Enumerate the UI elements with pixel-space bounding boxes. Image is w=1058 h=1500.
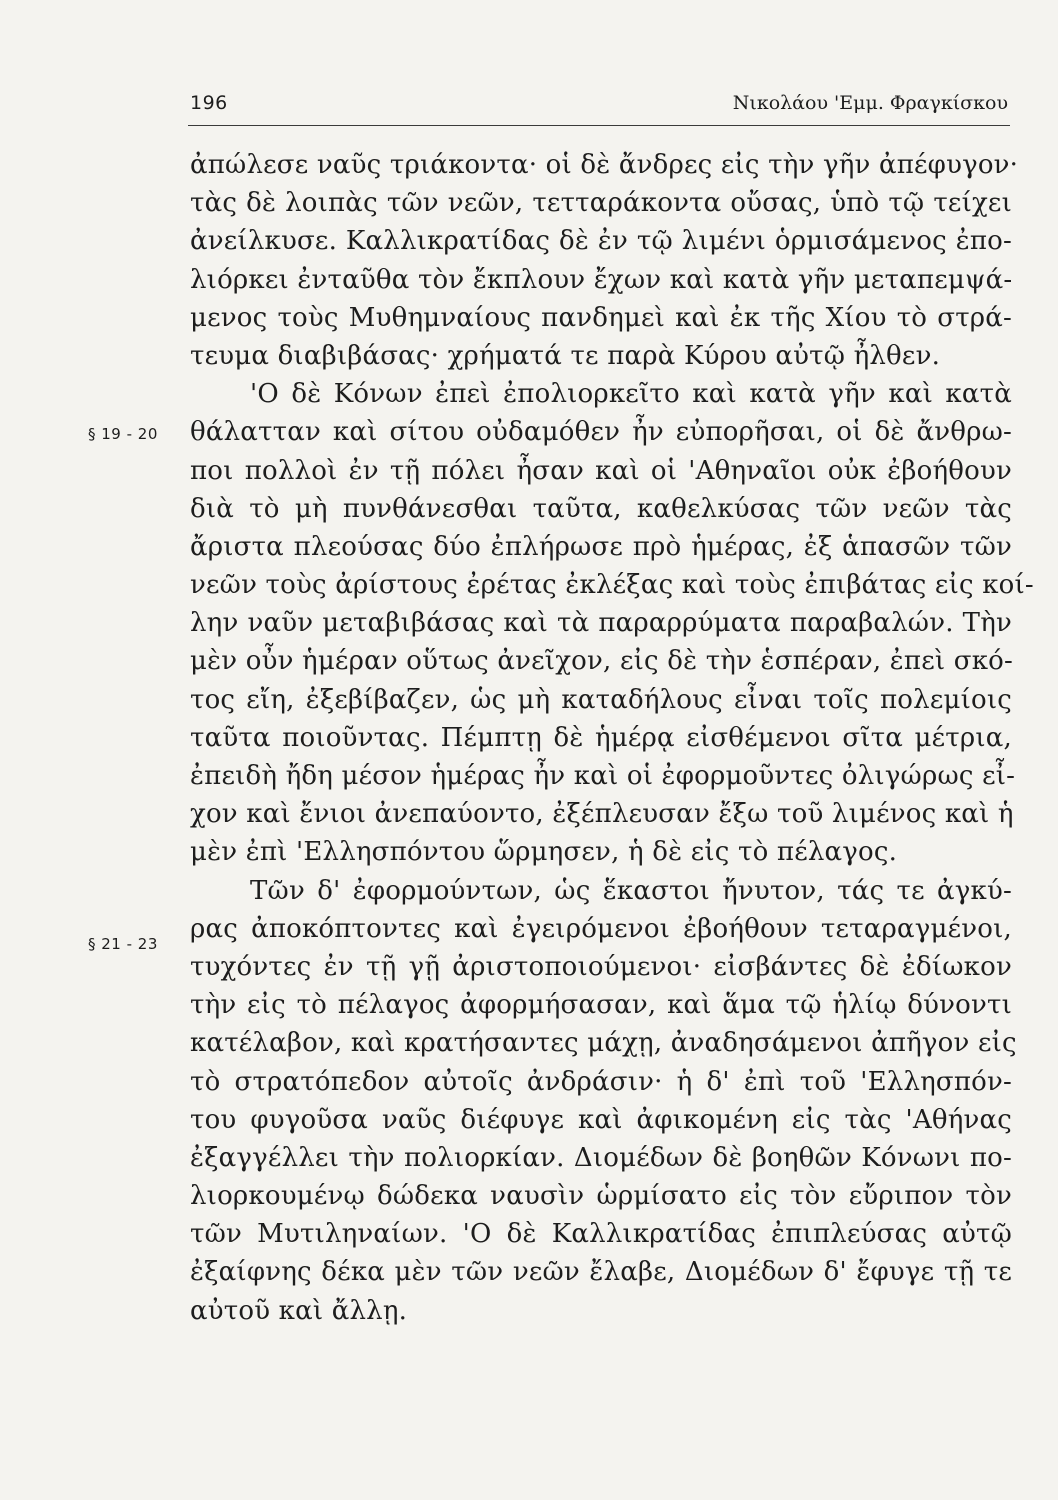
text-line: λιορκουμένῳ δώδεκα ναυσὶν ὡρμίσατο εἰς τὸν εὔριπον τὸν [190, 1181, 1012, 1212]
text-line: λιόρκει ἐνταῦθα τὸν ἔκπλουν ἔχων καὶ κατὰ γῆν μεταπεμψά- [190, 264, 1013, 295]
text-line: ἐπειδὴ ἤδη μέσον ἡμέρας ἦν καὶ οἱ ἐφορμοῦντες ὀλιγώρως εἶ- [190, 761, 1016, 791]
text-line: ἐξαίφνης δέκα μὲν τῶν νεῶν ἔλαβε, Διομέδων δ' ἔφυγε τῇ τε [190, 1257, 1012, 1288]
text-line: Τῶν δ' ἐφορμούντων, ὡς ἕκαστοι ἤνυτον, τάς τε ἀγκύ- [250, 875, 1012, 906]
text-line: λην ναῦν μεταβιβάσας καὶ τὰ παραρρύματα παραβαλών. Τὴν [190, 608, 1012, 639]
page-number: 196 [190, 92, 228, 114]
text-line: ρας ἀποκόπτοντες καὶ ἐγειρόμενοι ἐβοήθουν τεταραγμένοι, [190, 913, 1012, 944]
text-line: τῶν Μυτιληναίων. 'Ο δὲ Καλλικρατίδας ἐπιπλεύσας αὐτῷ [190, 1219, 1012, 1250]
margin-note-section-19-20: § 19 - 20 [88, 425, 158, 443]
text-line: ταῦτα ποιοῦντας. Πέμπτῃ δὲ ἡμέρᾳ εἰσθέμενοι σῖτα μέτρια, [190, 722, 1012, 753]
body-text [190, 146, 1034, 1330]
text-line: τευμα διαβιβάσας· χρήματά τε παρὰ Κύρου αὐτῷ ἦλθεν. [190, 340, 941, 371]
text-line: τος εἴη, ἐξεβίβαζεν, ὡς μὴ καταδήλους εἶναι τοῖς πολεμίοις [190, 684, 1012, 715]
text-line: αὐτοῦ καὶ ἄλλῃ. [190, 1295, 408, 1326]
text-line: ἄριστα πλεούσας δύο ἐπλήρωσε πρὸ ἡμέρας, ἐξ ἁπασῶν τῶν [190, 531, 1012, 562]
text-line: ἐξαγγέλλει τὴν πολιορκίαν. Διομέδων δὲ βοηθῶν Κόνωνι πο- [190, 1142, 1012, 1173]
text-line: τὸ στρατόπεδον αὐτοῖς ἀνδράσιν· ἡ δ' ἐπὶ τοῦ 'Ελλησπόν- [190, 1066, 1012, 1097]
text-line: μὲν ἐπὶ 'Ελλησπόντου ὥρμησεν, ἡ δὲ εἰς τὸ πέλαγος. [190, 837, 898, 868]
text-line: του φυγοῦσα ναῦς διέφυγε καὶ ἀφικομένη εἰς τὰς 'Αθήνας [190, 1104, 1012, 1135]
margin-note-section-21-23: § 21 - 23 [88, 935, 158, 953]
text-line: ποι πολλοὶ ἐν τῇ πόλει ἦσαν καὶ οἱ 'Αθηναῖοι οὐκ ἐβοήθουν [190, 455, 1012, 486]
text-line: 'Ο δὲ Κόνων ἐπεὶ ἐπολιορκεῖτο καὶ κατὰ γῆν καὶ κατὰ [250, 379, 1012, 410]
text-line: θάλατταν καὶ σίτου οὐδαμόθεν ἦν εὐπορῆσαι, οἱ δὲ ἄνθρω- [190, 417, 1012, 448]
running-head: Νικολάου 'Εμμ. Φραγκίσκου [732, 92, 1008, 114]
text-line: ἀπώλεσε ναῦς τριάκοντα· οἱ δὲ ἄνδρες εἰς τὴν γῆν ἀπέφυγον· [190, 150, 1019, 180]
text-line: μὲν οὖν ἡμέραν οὕτως ἀνεῖχον, εἰς δὲ τὴν ἑσπέραν, ἐπεὶ σκό- [190, 646, 1013, 677]
text-line: κατέλαβον, καὶ κρατήσαντες μάχῃ, ἀναδησάμενοι ἀπῆγον εἰς [190, 1028, 1017, 1059]
text-line: τυχόντες ἐν τῇ γῇ ἀριστοποιούμενοι· εἰσβάντες δὲ ἐδίωκον [190, 951, 1012, 982]
page-header [190, 92, 1008, 122]
text-line: χον καὶ ἔνιοι ἀνεπαύοντο, ἐξέπλευσαν ἔξω τοῦ λιμένος καὶ ἡ [190, 799, 1014, 830]
text-line: διὰ τὸ μὴ πυνθάνεσθαι ταῦτα, καθελκύσας τῶν νεῶν τὰς [190, 493, 1012, 524]
text-line: τὰς δὲ λοιπὰς τῶν νεῶν, τετταράκοντα οὔσας, ὑπὸ τῷ τείχει [190, 188, 1012, 219]
text-line: νεῶν τοὺς ἀρίστους ἐρέτας ἐκλέξας καὶ τοὺς ἐπιβάτας εἰς κοί- [190, 570, 1034, 601]
header-rule [188, 125, 1010, 126]
text-line: μενος τοὺς Μυθημναίους πανδημεὶ καὶ ἐκ τῆς Χίου τὸ στρά- [190, 302, 1012, 333]
text-line: τὴν εἰς τὸ πέλαγος ἀφορμήσασαν, καὶ ἅμα τῷ ἡλίῳ δύνοντι [190, 990, 1012, 1021]
text-line: ἀνείλκυσε. Καλλικρατίδας δὲ ἐν τῷ λιμένι ὁρμισάμενος ἐπο- [190, 226, 1012, 257]
